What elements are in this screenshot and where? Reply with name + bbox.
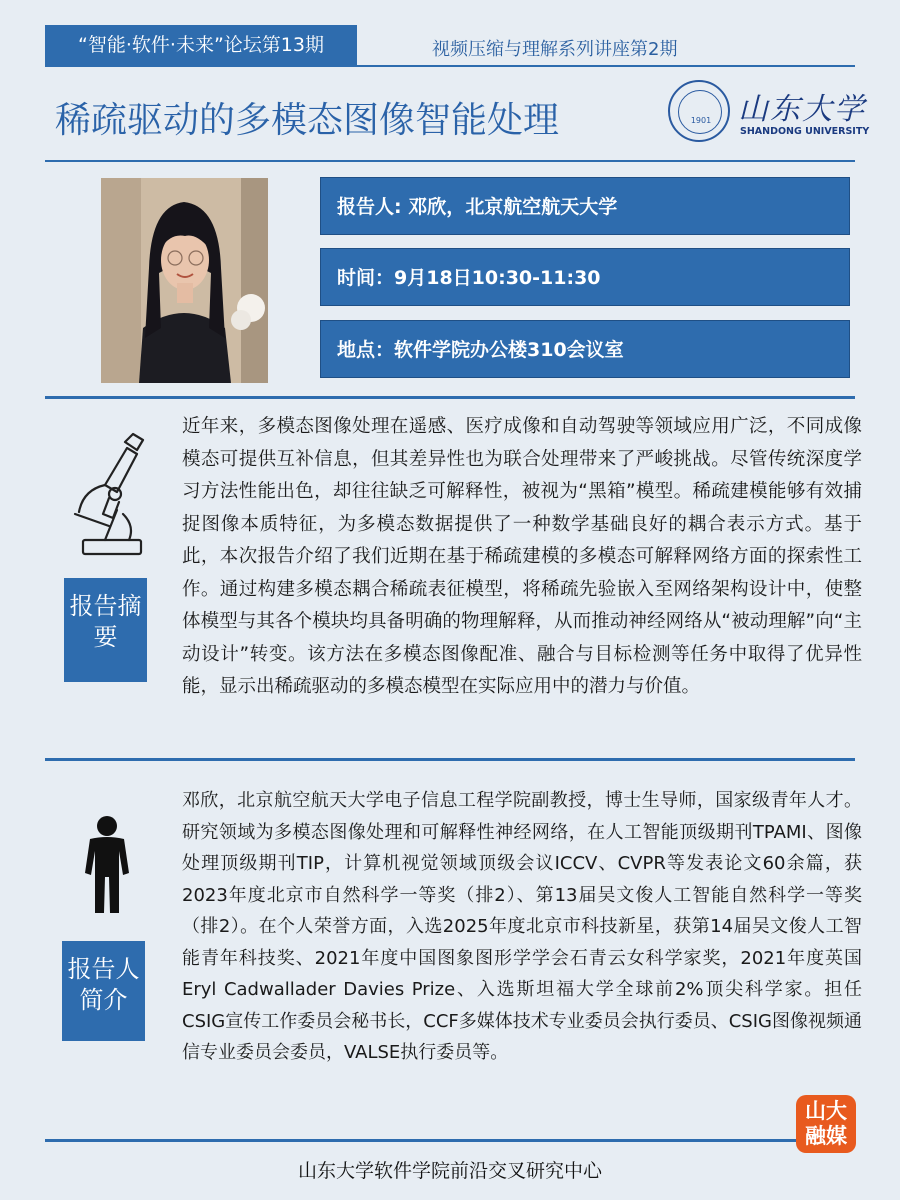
bio-text: 邓欣，北京航空航天大学电子信息工程学院副教授，博士生导师，国家级青年人才。研究领域为多模态图像处理和可解释性神经网络，在人工智能顶级期刊TPAMI、图像处理顶级期刊TIP，计算机视觉领域顶级会议ICCV、CVPR等发表论文60余篇，获2023年度北京市自然科学一等奖（排2）、第13届吴文俊人工智能自然科学一等奖（排2）。在个人荣誉方面，入选2025年度北京市科技新星，获第14届吴文俊人工智能青年科技奖、2021年度中国图象图形学学会石青云女科学家奖，2021年度英国 Eryl Cadwallader Davies Prize、入选斯坦福大学全球前2%顶尖科学家。担任CSIG宣传工作委员会秘书长，CCF多媒体技术专业委员会执行委员、CSIG图像视频通信专业委员会委员，VALSE执行委员等。 <box>182 790 862 1063</box>
divider-top <box>45 65 855 67</box>
microscope-icon <box>65 430 155 560</box>
divider-header <box>45 160 855 162</box>
person-icon <box>82 815 132 915</box>
media-badge: 山大融媒 <box>796 1095 856 1153</box>
footer-org: 山东大学软件学院前沿交叉研究中心 <box>297 1160 602 1182</box>
speaker-info: 报告人: 邓欣，北京航空航天大学 <box>320 177 850 235</box>
logo-name-cn: 山东大学 <box>738 92 866 127</box>
university-logo <box>668 80 870 150</box>
bio-label: 报告人简介 <box>62 941 145 1041</box>
university-seal-icon <box>668 80 730 142</box>
divider-footer <box>45 1139 855 1142</box>
seal-year: 1901 <box>690 116 712 125</box>
divider-bio <box>45 758 855 761</box>
time-info: 时间：9月18日10:30-11:30 <box>320 248 850 306</box>
abstract-text: 近年来，多模态图像处理在遥感、医疗成像和自动驾驶等领域应用广泛，不同成像模态可提供互补信息，但其差异性也为联合处理带来了严峻挑战。尽管传统深度学习方法性能出色，却往往缺乏可解释性，被视为“黑箱”模型。稀疏建模能够有效捕捉图像本质特征，为多模态数据提供了一种数学基础良好的耦合表示方式。基于此，本次报告介绍了我们近期在基于稀疏建模的多模态可解释网络方面的探索性工作。通过构建多模态耦合稀疏表征模型，将稀疏先验嵌入至网络架构设计中，使整体模型与其各个模块均具备明确的物理解释，从而推动神经网络从“被动理解”向“主动设计”转变。该方法在多模态图像配准、融合与目标检测等任务中取得了优异性能，显示出稀疏驱动的多模态模型在实际应用中的潜力与价值。 <box>182 416 862 697</box>
speaker-photo <box>101 178 268 383</box>
speaker-portrait-icon <box>101 178 268 383</box>
series-title: 视频压缩与理解系列讲座第2期 <box>432 39 678 60</box>
abstract-label: 报告摘要 <box>64 578 147 682</box>
page-title: 稀疏驱动的多模态图像智能处理 <box>55 100 560 141</box>
divider-abstract <box>45 396 855 399</box>
logo-name-en: SHANDONG UNIVERSITY <box>740 126 870 137</box>
forum-tag: “智能·软件·未来”论坛第13期 <box>45 25 357 65</box>
location-info: 地点：软件学院办公楼310会议室 <box>320 320 850 378</box>
